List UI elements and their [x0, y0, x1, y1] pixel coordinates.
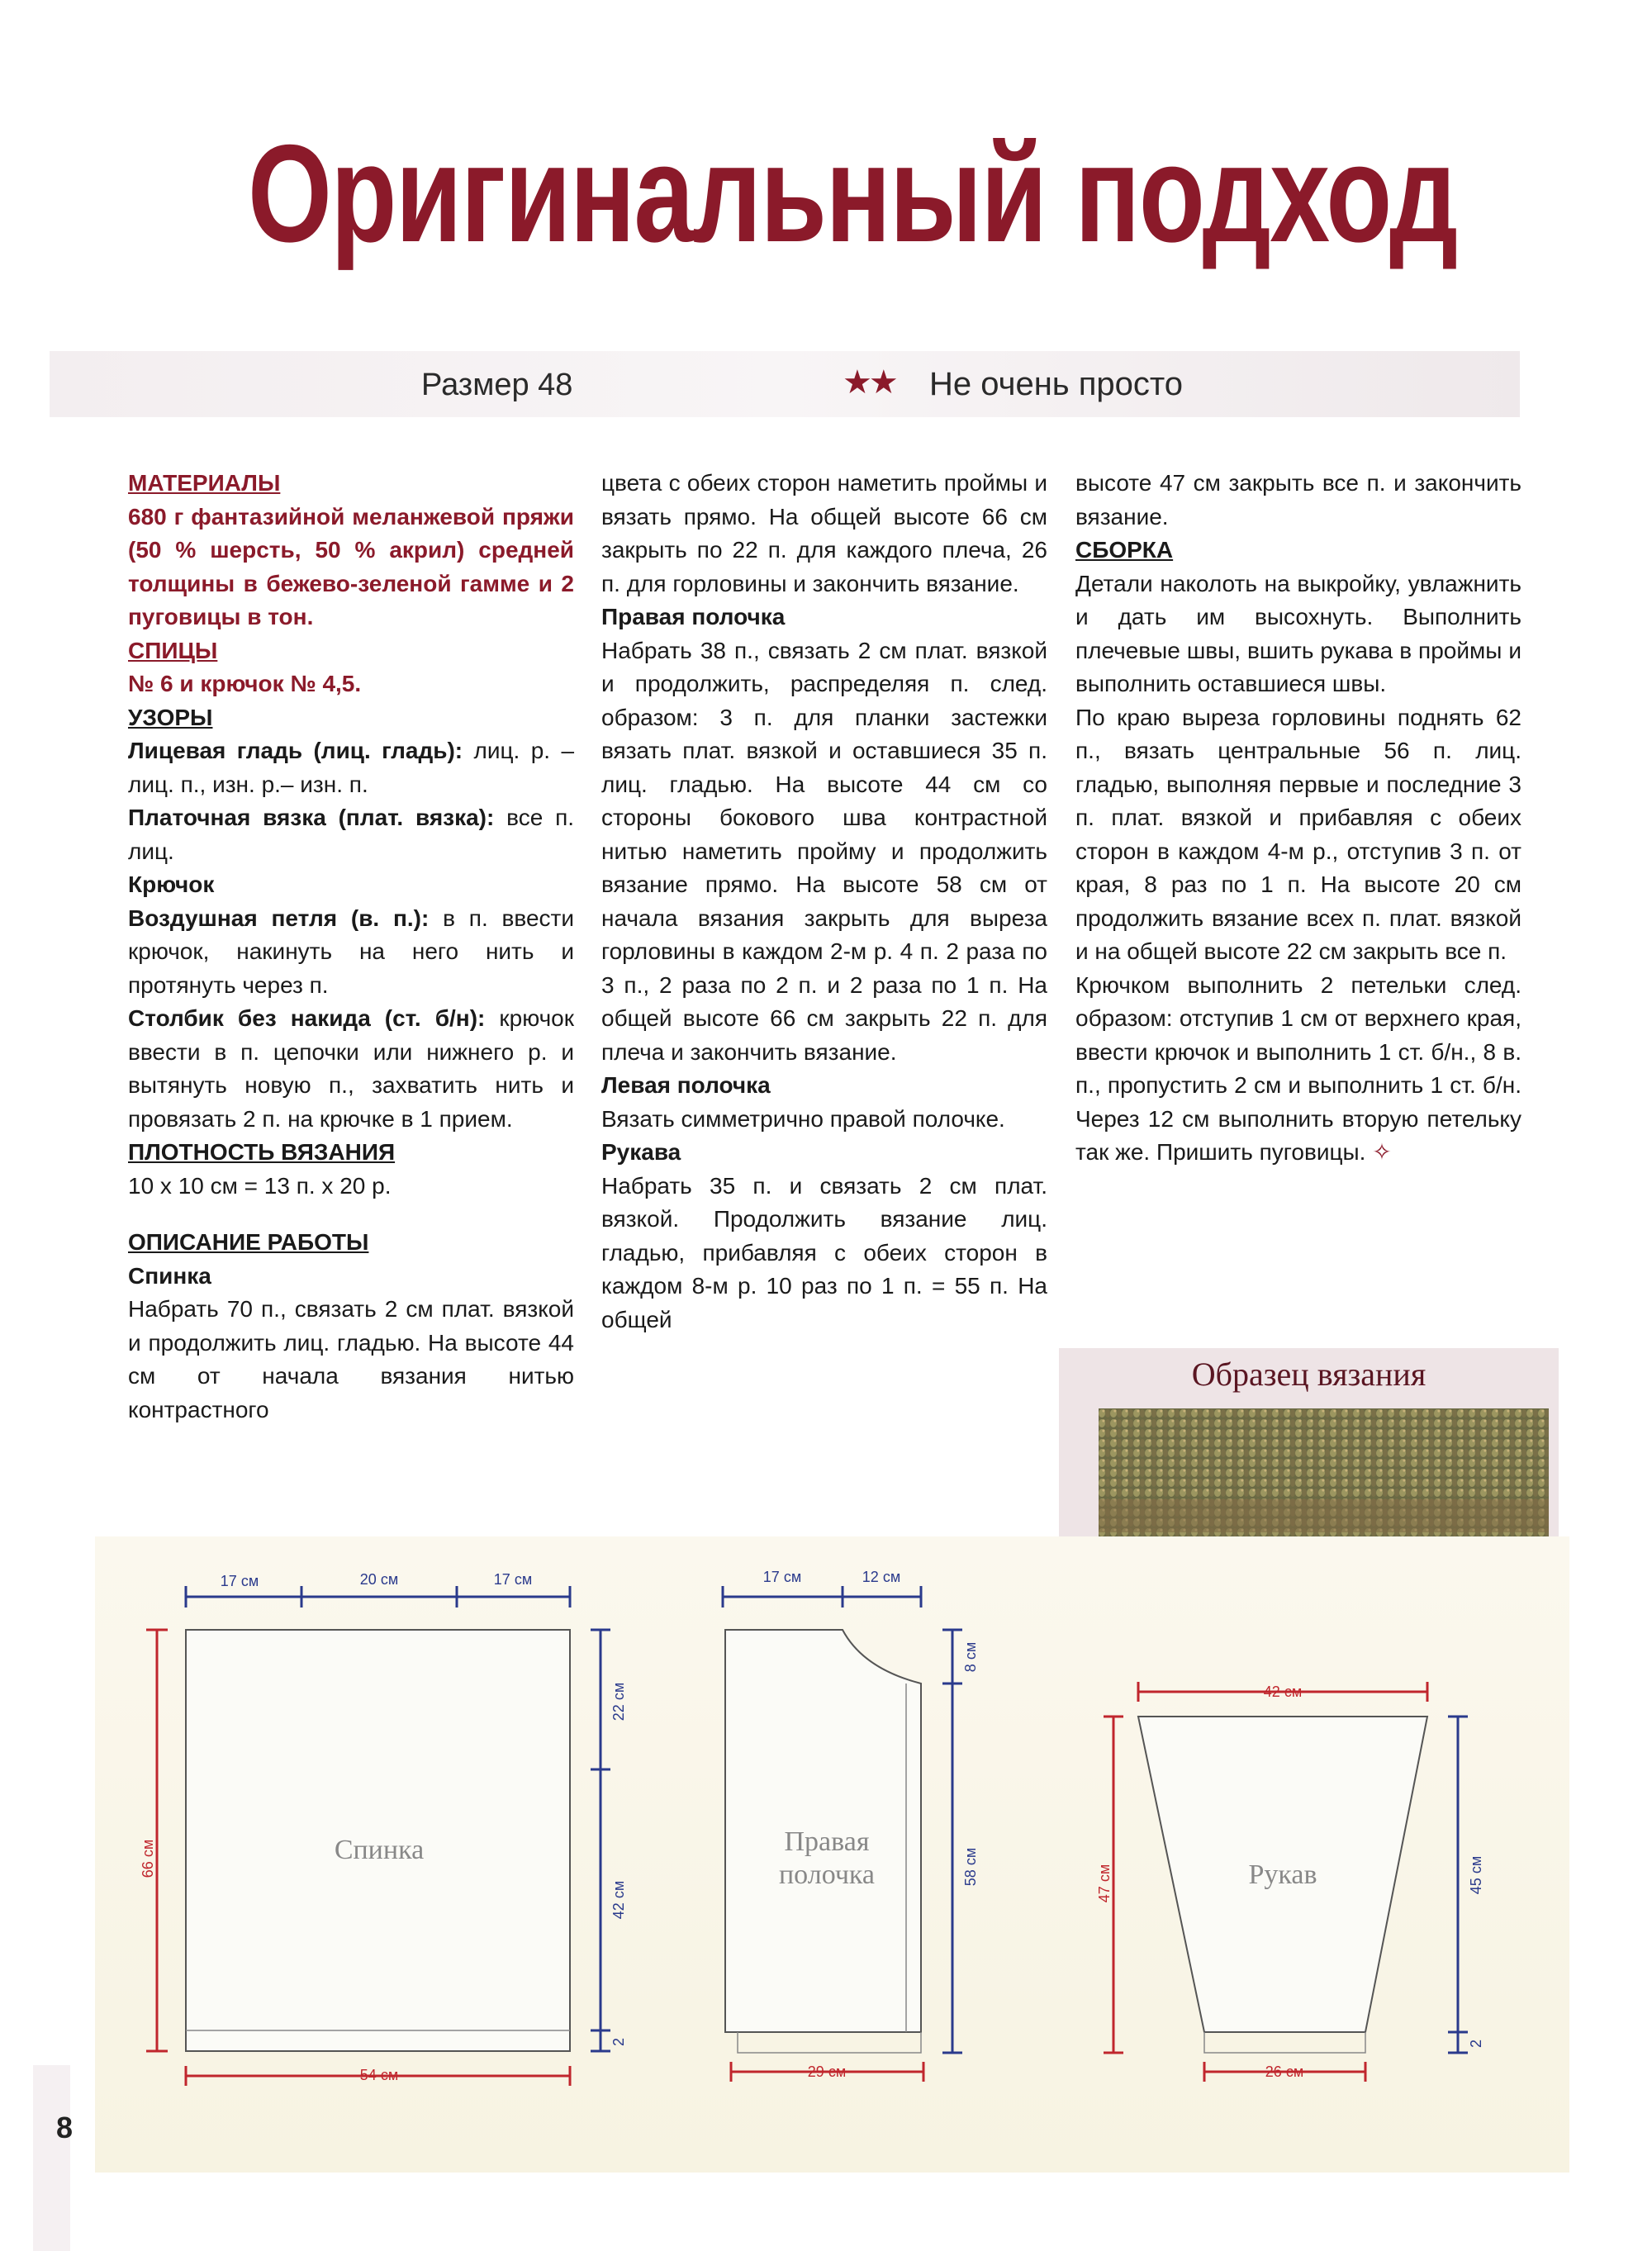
- materials-text: 680 г фантазийной меланжевой пряжи (50 % шерсть, 50 % акрил) средней толщины в бежево-зеленой гамме и 2 пуговицы в тон.: [128, 503, 574, 629]
- pattern-name: Платочная вязка (плат. вязка):: [128, 805, 495, 830]
- back-diagram: [140, 1571, 627, 2086]
- piece-label: Правая: [784, 1826, 870, 1857]
- dim-label: 42 см: [610, 1880, 627, 1920]
- pattern-text: все п. лиц.: [128, 805, 575, 864]
- needles-heading: СПИЦЫ: [128, 637, 218, 663]
- page-number: 8: [56, 2111, 74, 2144]
- dim-label: 20 см: [359, 1571, 399, 1588]
- back-text: Набрать 70 п., связать 2 см плат. вязкой и продолжить лиц. гладью. На высоте 44 см от начала вязания нитью контрастного: [128, 1296, 574, 1422]
- dim-label: 66 см: [140, 1839, 156, 1878]
- back-text-cont: цвета с обеих сторон наметить проймы и вязать прямо. На общей высоте 66 см закрыть по 22 п. для каждого плеча, 26 п. для горловины и закончить вязание.: [601, 470, 1047, 596]
- page-margin-strip: [33, 2065, 70, 2251]
- patterns-heading: УЗОРЫ: [128, 704, 213, 730]
- sleeve-diagram: [1096, 1682, 1484, 2082]
- dim-label: 22 см: [610, 1682, 627, 1721]
- needles-text: № 6 и крючок № 4,5.: [128, 671, 362, 696]
- loops-text: Крючком выполнить 2 петельки след. образом: отступив 1 см от верхнего края, ввести крючок и выполнить 1 ст. б/н., 8 в. п., пропустить 2 см и выполнить 1 ст. б/н. Через 12 см выполнить вторую петельку так же. Пришить пуговицы.: [1075, 971, 1521, 1165]
- dim-label: 26 см: [1265, 2063, 1304, 2080]
- assembly-heading: СБОРКА: [1075, 537, 1174, 563]
- left-front-text: Вязать симметрично правой полочке.: [601, 1105, 1005, 1132]
- sample-title: Образец вязания: [1191, 1356, 1427, 1393]
- piece-label: полочка: [778, 1859, 876, 1890]
- dim-label: 45 см: [1468, 1855, 1484, 1895]
- pattern-text: лиц. р. – лиц. п., изн. р.– изн. п.: [128, 738, 575, 797]
- dim-label: 2: [610, 2037, 627, 2047]
- sleeves-heading: Рукава: [601, 1139, 681, 1165]
- sleeves-text: Набрать 35 п. и связать 2 см плат. вязкой. Продолжить вязание лиц. гладью, прибавляя с обеих сторон в каждом 8-м р. 10 раз по 1 п. = 55 п. На общей: [601, 1172, 1047, 1332]
- pattern-text: в п. ввести крючок, накинуть на него нить и протянуть через п.: [128, 905, 574, 998]
- difficulty-label: Не очень просто: [929, 366, 1184, 402]
- work-heading: ОПИСАНИЕ РАБОТЫ: [128, 1229, 369, 1255]
- back-heading: Спинка: [128, 1262, 211, 1289]
- pattern-name: Крючок: [128, 871, 215, 897]
- dim-label: 17 см: [762, 1569, 802, 1585]
- pattern-diagrams: [95, 1536, 1569, 2173]
- pattern-text: крючок ввести в п. цепочки или нижнего р. и вытянуть новую п., захватить нить и провязать 2 п. на крючке в 1 прием.: [128, 1005, 574, 1132]
- front-diagram: [723, 1569, 979, 2082]
- dim-label: 42 см: [1263, 1684, 1303, 1700]
- assembly-text: Детали наколоть на выкройку, увлажнить и дать им высохнуть. Выполнить плечевые швы, вшить рукава в проймы и выполнить оставшиеся швы.: [1075, 570, 1521, 696]
- text-column-2: [601, 467, 1047, 1337]
- pattern-name: Воздушная петля (в. п.):: [128, 905, 430, 931]
- dim-label: 17 см: [220, 1573, 259, 1589]
- dim-label: 2: [1468, 2039, 1484, 2049]
- difficulty-stars-icon: ★★: [843, 364, 895, 401]
- text-column-1: [128, 467, 574, 1427]
- piece-label: Рукав: [1248, 1859, 1317, 1890]
- info-band: [50, 351, 1520, 417]
- dim-label: 17 см: [493, 1571, 533, 1588]
- density-heading: ПЛОТНОСТЬ ВЯЗАНИЯ: [128, 1139, 396, 1165]
- piece-label: Спинка: [334, 1835, 425, 1865]
- materials-heading: МАТЕРИАЛЫ: [128, 470, 281, 496]
- text-column-3: [1075, 467, 1521, 1170]
- right-front-heading: Правая полочка: [601, 604, 786, 629]
- sleeves-text-cont: высоте 47 см закрыть все п. и закончить вязание.: [1075, 470, 1521, 530]
- dim-label: 54 см: [359, 2067, 399, 2083]
- density-text: 10 х 10 см = 13 п. х 20 р.: [128, 1172, 392, 1199]
- dim-label: 29 см: [807, 2063, 847, 2080]
- end-mark-icon: ✧: [1372, 1139, 1392, 1165]
- size-label: Размер 48: [421, 368, 573, 402]
- right-front-text: Набрать 38 п., связать 2 см плат. вязкой и продолжить, распределяя п. след. образом: 3 п. для планки застежки вязать плат. вязкой и оставшиеся 35 п. лиц. гладью. На высоте 44 см со стороны бокового шва контрастной нитью наметить пройму и продолжить вязание прямо. На высоте 58 см от начала вязания закрыть для выреза горловины в каждом 2-м р. 4 п. 2 раза по 3 п., 2 раза по 2 п. и 2 раза по 1 п. На общей высоте 66 см закрыть 22 п. для плеча и закончить вязание.: [601, 637, 1047, 1065]
- pattern-name: Лицевая гладь (лиц. гладь):: [128, 738, 463, 763]
- dim-label: 8 см: [962, 1641, 979, 1673]
- neck-text: По краю выреза горловины поднять 62 п., вязать центральные 56 п. лиц. гладью, выполняя первые и последние 3 п. плат. вязкой и прибавляя с обеих сторон в каждом 4-м р., отступив 3 п. от края, 8 раз по 1 п. На высоте 20 см продолжить вязание всех п. плат. вязкой и на общей высоте 22 см закрыть все п.: [1075, 704, 1521, 964]
- dim-label: 12 см: [862, 1569, 901, 1585]
- left-front-heading: Левая полочка: [601, 1072, 771, 1098]
- page-title: Оригинальный подход: [248, 116, 1457, 271]
- dim-label: 58 см: [962, 1847, 979, 1887]
- pattern-name: Столбик без накида (ст. б/н):: [128, 1005, 486, 1031]
- dim-label: 47 см: [1096, 1864, 1113, 1903]
